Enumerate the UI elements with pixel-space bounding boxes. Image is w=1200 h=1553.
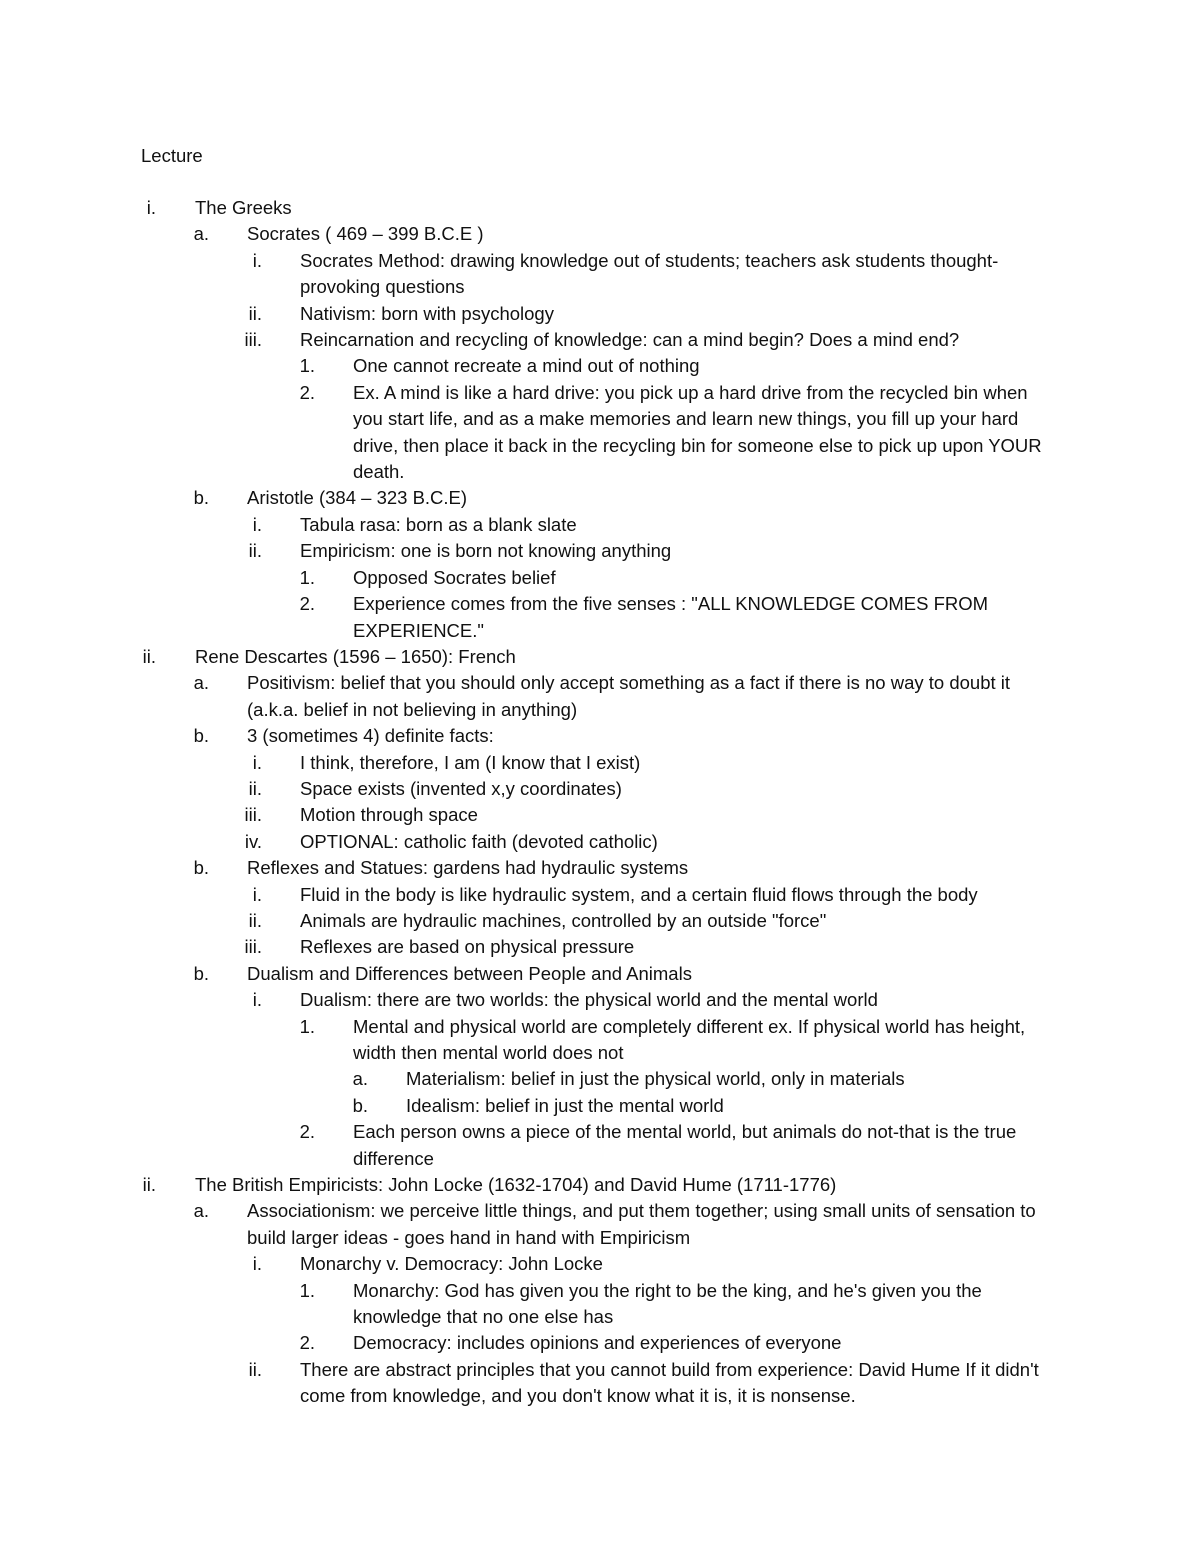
outline-item-text: Each person owns a piece of the mental world, but animals do not-that is the true difference xyxy=(353,1121,1017,1169)
outline-item xyxy=(0,1278,1200,1331)
outline-item-text: 3 (sometimes 4) definite facts: xyxy=(247,725,494,747)
outline-item-marker: iii. xyxy=(244,936,262,958)
outline-item-text: One cannot recreate a mind out of nothing xyxy=(353,355,700,377)
outline-item-marker: 1. xyxy=(299,566,315,588)
outline-item xyxy=(0,802,1200,828)
outline-item-text: Socrates Method: drawing knowledge out of students; teachers ask students thought-provoking questions xyxy=(300,249,999,298)
outline-item-text: Socrates ( 469 – 399 B.C.E ) xyxy=(247,223,484,245)
outline-item-text: Empiricism: one is born not knowing anything xyxy=(300,540,672,562)
outline-item-marker: i. xyxy=(252,883,262,905)
outline-item-marker: i. xyxy=(252,249,262,271)
outline-item xyxy=(0,750,1200,776)
outline-item xyxy=(0,723,1200,749)
outline-item-text: Positivism: belief that you should only accept something as a fact if there is no way to doubt it (a.k.a. belief in not believing in anything) xyxy=(247,672,1011,720)
outline-item-marker: iii. xyxy=(244,329,262,351)
outline-item-text: The British Empiricists: John Locke (1632-1704) and David Hume (1711-1776) xyxy=(195,1174,837,1196)
outline-item-marker: b. xyxy=(193,857,209,879)
outline-item-text: Rene Descartes (1596 – 1650): French xyxy=(195,645,516,667)
outline-item-text: There are abstract principles that you cannot build from experience: David Hume If it didn't come from knowledge, and you don't know what it is, it is nonsense. xyxy=(300,1358,1039,1407)
outline-item-marker: a. xyxy=(352,1068,368,1090)
outline-item xyxy=(0,565,1200,591)
outline-item xyxy=(0,1066,1200,1092)
outline-item xyxy=(0,961,1200,987)
outline-item-text: The Greeks xyxy=(195,197,292,218)
document-title: Lecture xyxy=(141,145,203,166)
outline-item-text: Aristotle (384 – 323 B.C.E) xyxy=(247,487,468,509)
outline-item xyxy=(0,882,1200,908)
outline-item-text: Democracy: includes opinions and experiences of everyone xyxy=(353,1332,842,1354)
outline-item-text: Monarchy v. Democracy: John Locke xyxy=(300,1253,603,1275)
outline-item-marker: ii. xyxy=(248,1358,262,1380)
outline-item-text: Dualism: there are two worlds: the physical world and the mental world xyxy=(300,989,878,1011)
outline-item-text: Motion through space xyxy=(300,804,478,826)
outline-item xyxy=(0,855,1200,881)
outline-item-text: Dualism and Differences between People and Animals xyxy=(247,962,692,984)
outline-item-marker: ii. xyxy=(142,645,156,667)
outline-item-text: Nativism: born with psychology xyxy=(300,302,554,324)
outline-item-text: I think, therefore, I am (I know that I exist) xyxy=(300,751,641,773)
outline-item xyxy=(0,248,1200,301)
outline-item-marker: i. xyxy=(252,1253,262,1275)
outline-item-marker: 2. xyxy=(299,593,315,615)
outline-item-text: Associationism: we perceive little things, and put them together; using small units of sensation to build larger ideas - goes hand in hand with Empiricism xyxy=(247,1200,1036,1248)
outline-item-marker: 1. xyxy=(299,1015,315,1037)
outline-item xyxy=(0,327,1200,353)
outline-item xyxy=(0,195,1200,221)
outline-item-marker: iv. xyxy=(244,830,262,852)
outline-item xyxy=(0,485,1200,511)
outline-item-marker: i. xyxy=(146,197,156,218)
outline-item xyxy=(0,908,1200,934)
lecture-outline xyxy=(0,195,1200,1410)
outline-item-marker: ii. xyxy=(248,540,262,562)
outline-item-text: Space exists (invented x,y coordinates) xyxy=(300,777,622,799)
outline-item-marker: ii. xyxy=(248,302,262,324)
outline-item-marker: a. xyxy=(193,223,209,245)
outline-item-marker: a. xyxy=(193,672,209,694)
outline-item-text: Fluid in the body is like hydraulic system, and a certain fluid flows through the body xyxy=(300,883,978,905)
outline-item xyxy=(0,1198,1200,1251)
outline-item-text: Materialism: belief in just the physical world, only in materials xyxy=(406,1068,905,1090)
outline-item xyxy=(0,380,1200,486)
outline-item-marker: i. xyxy=(252,513,262,535)
outline-item-text: Animals are hydraulic machines, controlled by an outside "force" xyxy=(300,909,827,931)
outline-item xyxy=(0,1357,1200,1410)
outline-item xyxy=(0,591,1200,644)
outline-item xyxy=(0,776,1200,802)
outline-item-marker: 2. xyxy=(299,1332,315,1354)
outline-item-text: Tabula rasa: born as a blank slate xyxy=(300,513,577,535)
outline-item xyxy=(0,1119,1200,1172)
outline-item-marker: 1. xyxy=(299,1279,315,1301)
outline-item-text: Opposed Socrates belief xyxy=(353,566,556,588)
outline-item-marker: i. xyxy=(252,989,262,1011)
outline-item xyxy=(0,353,1200,379)
outline-item-marker: b. xyxy=(193,962,209,984)
outline-item-marker: i. xyxy=(252,751,262,773)
outline-item xyxy=(0,934,1200,960)
outline-item xyxy=(0,512,1200,538)
outline-item-text: OPTIONAL: catholic faith (devoted catholic) xyxy=(300,830,658,852)
outline-item xyxy=(0,1330,1200,1356)
outline-item-marker: 2. xyxy=(299,381,315,403)
outline-item xyxy=(0,987,1200,1013)
outline-item xyxy=(0,301,1200,327)
outline-item-marker: b. xyxy=(193,725,209,747)
outline-item xyxy=(0,1251,1200,1277)
outline-item xyxy=(0,221,1200,247)
outline-item-text: Reflexes and Statues: gardens had hydraulic systems xyxy=(247,857,689,879)
outline-item-marker: b. xyxy=(352,1094,368,1116)
outline-item-text: Reflexes are based on physical pressure xyxy=(300,936,635,958)
outline-item-marker: b. xyxy=(193,487,209,509)
outline-item-text: Experience comes from the five senses : "ALL KNOWLEDGE COMES FROM EXPERIENCE." xyxy=(353,593,989,641)
outline-item-marker: a. xyxy=(193,1200,209,1222)
outline-item-text: Mental and physical world are completely different ex. If physical world has height, width then mental world does not xyxy=(353,1015,1026,1063)
outline-item xyxy=(0,1172,1200,1198)
outline-item xyxy=(0,1093,1200,1119)
outline-item xyxy=(0,644,1200,670)
outline-item-marker: iii. xyxy=(244,804,262,826)
outline-item-marker: ii. xyxy=(142,1174,156,1196)
outline-item-marker: ii. xyxy=(248,909,262,931)
outline-item-text: Ex. A mind is like a hard drive: you pick up a hard drive from the recycled bin when you start life, and as a make memories and learn new things, you fill up your hard drive, then place it back in the recycling bin for someone else to pick up upon YOUR death. xyxy=(353,381,1042,483)
outline-item-marker: 1. xyxy=(299,355,315,377)
outline-item xyxy=(0,829,1200,855)
outline-item-marker: 2. xyxy=(299,1121,315,1143)
outline-item xyxy=(0,670,1200,723)
outline-item-marker: ii. xyxy=(248,777,262,799)
outline-item xyxy=(0,1014,1200,1067)
outline-item xyxy=(0,538,1200,564)
outline-item-text: Idealism: belief in just the mental world xyxy=(406,1094,724,1116)
outline-item-text: Monarchy: God has given you the right to be the king, and he's given you the knowledge that no one else has xyxy=(353,1279,982,1328)
outline-item-text: Reincarnation and recycling of knowledge: can a mind begin? Does a mind end? xyxy=(300,329,960,351)
